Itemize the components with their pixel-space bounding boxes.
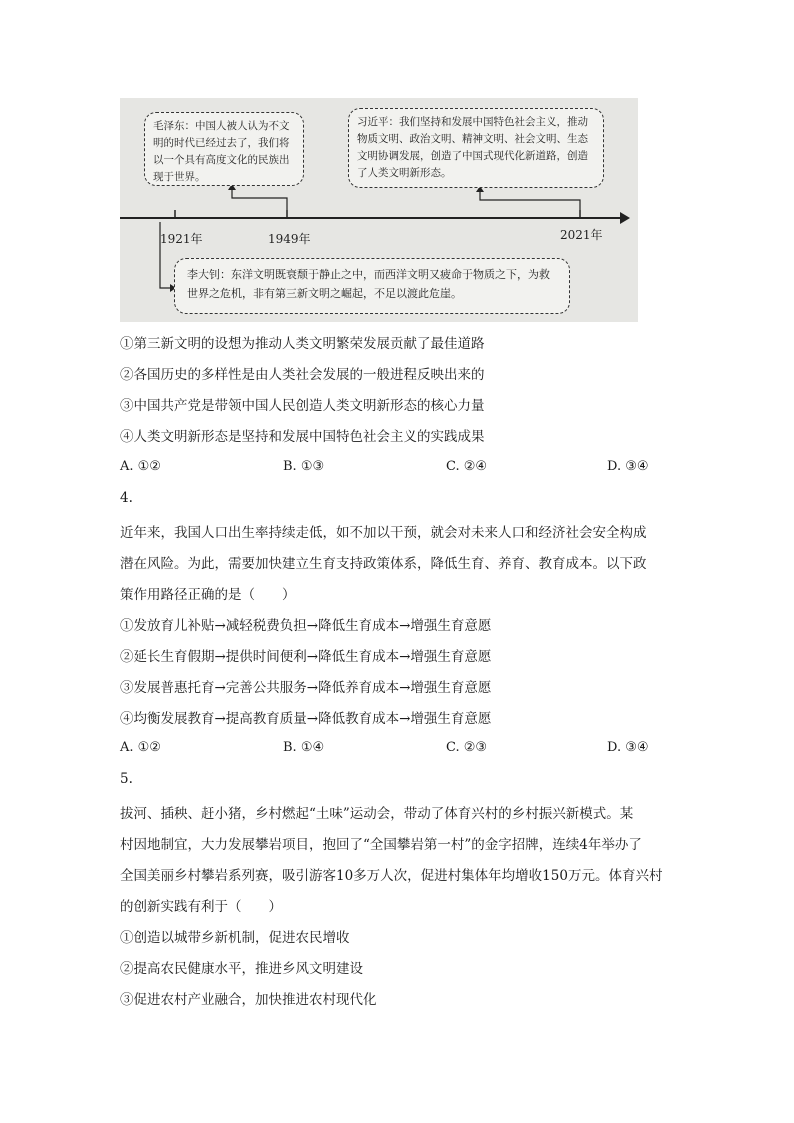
year-2021: 2021年: [560, 228, 603, 242]
q5-stem-line-1: 拔河、插秧、赶小猪，乡村燃起“土味”运动会，带动了体育兴村的乡村振兴新模式。某: [120, 806, 634, 822]
q4-option-b[interactable]: B. ①④: [283, 740, 325, 755]
q4-item-2: ②延长生育假期→提供时间便利→降低生育成本→增强生育意愿: [120, 649, 492, 665]
q4-number: 4.: [120, 490, 133, 506]
q5-stem-line-3: 全国美丽乡村攀岩系列赛，吸引游客10多万人次，促进村集体年均增收150万元。体育兴村: [120, 868, 663, 884]
q4-stem-line-1: 近年来，我国人口出生率持续走低，如不加以干预，就会对未来人口和经济社会安全构成: [120, 525, 647, 541]
q5-stem-line-4: 的创新实践有利于（ ）: [120, 899, 282, 915]
q3-option-a[interactable]: A. ①②: [120, 459, 161, 474]
quote-mao: 毛泽东：中国人被人认为不文明的时代已经过去了，我们将以一个具有高度文化的民族出现于世界。: [144, 112, 304, 186]
year-1921: 1921年: [160, 232, 203, 246]
q3-option-b[interactable]: B. ①③: [283, 459, 325, 474]
q3-option-d[interactable]: D. ③④: [607, 459, 649, 474]
q5-item-3: ③促进农村产业融合，加快推进农村现代化: [120, 992, 377, 1008]
connector-1949: [232, 188, 287, 210]
q3-item-2: ②各国历史的多样性是由人类社会发展的一般进程反映出来的: [120, 367, 485, 383]
timeline-arrowhead: [620, 212, 630, 224]
q3-item-4: ④人类文明新形态是坚持和发展中国特色社会主义的实践成果: [120, 429, 485, 445]
quote-li: 李大钊：东洋文明既衰颓于静止之中，而西洋文明又疲命于物质之下，为救世界之危机，非有第三新文明之崛起，不足以渡此危崖。: [174, 258, 570, 314]
q4-stem-line-3: 策作用路径正确的是（ ）: [120, 587, 296, 603]
q5-item-2: ②提高农民健康水平，推进乡风文明建设: [120, 961, 363, 977]
q4-item-3: ③发展普惠托育→完善公共服务→降低养育成本→增强生育意愿: [120, 680, 492, 696]
q3-item-1: ①第三新文明的设想为推动人类文明繁荣发展贡献了最佳道路: [120, 336, 485, 352]
quote-xi: 习近平：我们坚持和发展中国特色社会主义，推动物质文明、政治文明、精神文明、社会文明、生态文明协调发展，创造了中国式现代化新道路，创造了人类文明新形态。: [348, 108, 604, 188]
q4-option-d[interactable]: D. ③④: [607, 740, 649, 755]
timeline-figure: [120, 98, 638, 322]
q4-option-c[interactable]: C. ②③: [446, 740, 488, 755]
q3-item-3: ③中国共产党是带领中国人民创造人类文明新形态的核心力量: [120, 398, 485, 414]
year-1949: 1949年: [268, 232, 311, 246]
q4-option-a[interactable]: A. ①②: [120, 740, 161, 755]
q4-stem-line-2: 潜在风险。为此，需要加快建立生育支持政策体系，降低生育、养育、教育成本。以下政: [120, 556, 647, 572]
q4-item-4: ④均衡发展教育→提高教育质量→降低教育成本→增强生育意愿: [120, 711, 492, 727]
q5-item-1: ①创造以城带乡新机制，促进农民增收: [120, 930, 350, 946]
q3-option-c[interactable]: C. ②④: [446, 459, 488, 474]
q4-item-1: ①发放育儿补贴→减轻税费负担→降低生育成本→增强生育意愿: [120, 618, 492, 634]
connector-2021: [480, 190, 580, 210]
q5-stem-line-2: 村因地制宜，大力发展攀岩项目，抱回了“全国攀岩第一村”的金字招牌，连续4年举办了: [120, 837, 642, 853]
q5-number: 5.: [120, 771, 133, 787]
